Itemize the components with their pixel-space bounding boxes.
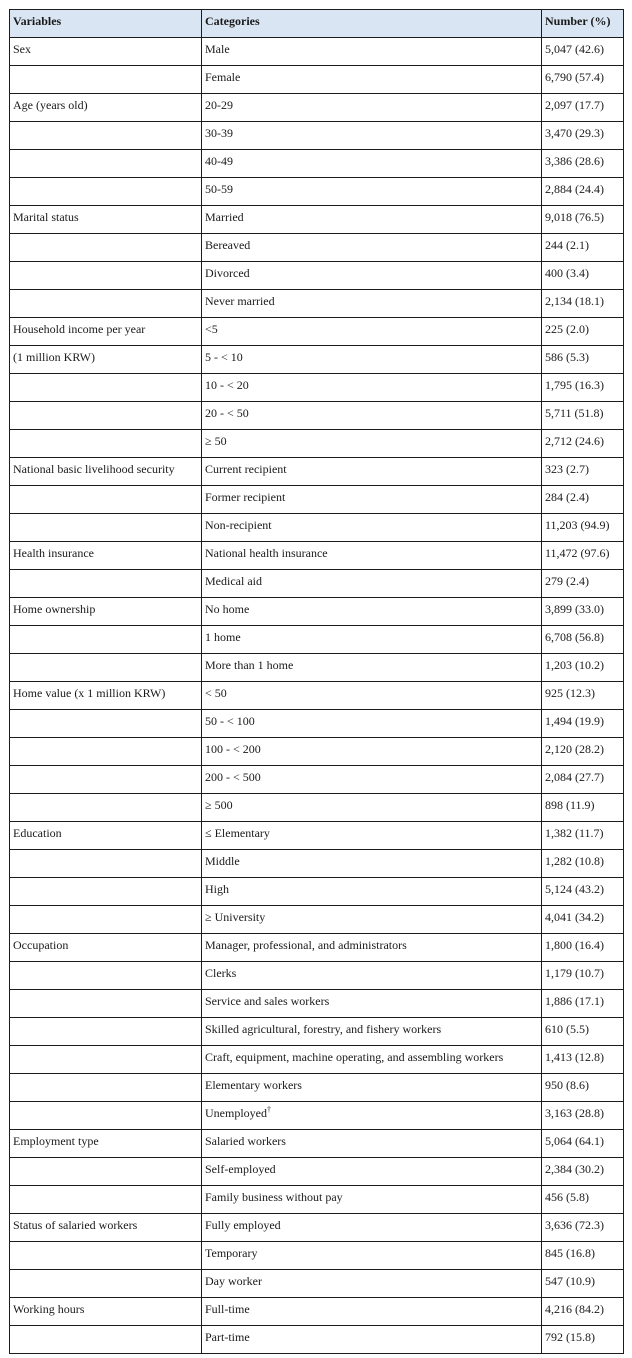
cell-number: 284 (2.4) [542,486,624,514]
table-row [10,1046,624,1074]
cell-variable [10,374,202,402]
cell-number: 2,384 (30.2) [542,1158,624,1186]
cell-variable [10,66,202,94]
category-label: Temporary [205,1246,258,1260]
table-body [10,38,624,1354]
cell-number: 279 (2.4) [542,570,624,598]
table-row [10,626,624,654]
cell-number: 3,386 (28.6) [542,150,624,178]
table-row [10,822,624,850]
cell-category [202,598,542,626]
cell-number: 5,047 (42.6) [542,38,624,66]
table-row [10,1298,624,1326]
cell-number: 610 (5.5) [542,1018,624,1046]
cell-number: 1,886 (17.1) [542,990,624,1018]
cell-category [202,122,542,150]
table-row [10,94,624,122]
table-row [10,962,624,990]
table-row [10,150,624,178]
category-label: Never married [205,294,275,308]
table-row [10,738,624,766]
cell-number: 3,163 (28.8) [542,1102,624,1130]
cell-number: 925 (12.3) [542,682,624,710]
cell-category [202,66,542,94]
table-row [10,934,624,962]
cell-category [202,962,542,990]
category-label: 50 - < 100 [205,714,255,728]
table-row [10,38,624,66]
cell-variable [10,1074,202,1102]
category-label: Skilled agricultural, forestry, and fishery workers [205,1022,442,1036]
cell-number: 4,041 (34.2) [542,906,624,934]
cell-category [202,458,542,486]
cell-category [202,822,542,850]
cell-variable: (1 million KRW) [10,346,202,374]
cell-number: 1,179 (10.7) [542,962,624,990]
table-row [10,1326,624,1354]
cell-number: 1,494 (19.9) [542,710,624,738]
cell-variable [10,654,202,682]
category-label: ≤ Elementary [205,826,270,840]
table-row [10,570,624,598]
table-row [10,1018,624,1046]
table-row [10,514,624,542]
cell-variable [10,570,202,598]
cell-variable: Marital status [10,206,202,234]
table-row [10,766,624,794]
cell-number: 244 (2.1) [542,234,624,262]
cell-number: 5,711 (51.8) [542,402,624,430]
cell-category [202,1130,542,1158]
table-row [10,906,624,934]
table-row [10,710,624,738]
category-label: 20 - < 50 [205,406,249,420]
cell-variable [10,1018,202,1046]
category-label: 10 - < 20 [205,378,249,392]
table-row [10,206,624,234]
cell-category [202,94,542,122]
cell-variable: Sex [10,38,202,66]
cell-number: 2,134 (18.1) [542,290,624,318]
cell-variable [10,1326,202,1354]
table-row [10,990,624,1018]
cell-category [202,1074,542,1102]
category-label: Middle [205,854,240,868]
table-row [10,290,624,318]
cell-variable [10,402,202,430]
table-row [10,178,624,206]
cell-variable: Health insurance [10,542,202,570]
category-label: Salaried workers [205,1134,286,1148]
table-row [10,402,624,430]
cell-variable: Home ownership [10,598,202,626]
cell-category [202,374,542,402]
cell-number: 898 (11.9) [542,794,624,822]
category-label: Service and sales workers [205,994,330,1008]
cell-variable [10,150,202,178]
cell-number: 4,216 (84.2) [542,1298,624,1326]
cell-category [202,430,542,458]
cell-number: 792 (15.8) [542,1326,624,1354]
category-label: Married [205,210,244,224]
category-label: Clerks [205,966,237,980]
category-label: No home [205,602,250,616]
cell-variable: Status of salaried workers [10,1214,202,1242]
cell-category [202,346,542,374]
table-row [10,542,624,570]
cell-number: 225 (2.0) [542,318,624,346]
cell-category [202,1270,542,1298]
category-label: Non-recipient [205,518,272,532]
category-label: 40-49 [205,154,233,168]
cell-number: 547 (10.9) [542,1270,624,1298]
cell-category [202,318,542,346]
category-label: More than 1 home [205,658,294,672]
cell-number: 1,203 (10.2) [542,654,624,682]
table-row [10,1130,624,1158]
cell-variable [10,1158,202,1186]
cell-variable [10,1242,202,1270]
table-row [10,430,624,458]
cell-number: 586 (5.3) [542,346,624,374]
cell-number: 845 (16.8) [542,1242,624,1270]
cell-variable [10,990,202,1018]
category-label: < 50 [205,686,227,700]
cell-category [202,262,542,290]
cell-number: 9,018 (76.5) [542,206,624,234]
category-label: 200 - < 500 [205,770,261,784]
cell-category [202,682,542,710]
category-label: Female [205,70,241,84]
table-row [10,598,624,626]
cell-category [202,1018,542,1046]
cell-variable: Household income per year [10,318,202,346]
category-label: 50-59 [205,182,233,196]
category-label: Manager, professional, and administrators [205,938,407,952]
category-label: Part-time [205,1330,250,1344]
category-label: Family business without pay [205,1190,343,1204]
table-row [10,794,624,822]
cell-number: 5,124 (43.2) [542,878,624,906]
cell-category [202,1214,542,1242]
table-row [10,262,624,290]
cell-category [202,794,542,822]
table-row [10,1074,624,1102]
cell-category [202,878,542,906]
category-label: Self-employed [205,1162,276,1176]
header-row [10,10,624,38]
cell-variable [10,178,202,206]
cell-variable [10,1186,202,1214]
category-label: 20-29 [205,98,233,112]
table-row [10,1270,624,1298]
cell-number: 3,899 (33.0) [542,598,624,626]
category-label: 30-39 [205,126,233,140]
cell-variable: National basic livelihood security [10,458,202,486]
cell-number: 1,413 (12.8) [542,1046,624,1074]
cell-category [202,906,542,934]
category-label: 5 - < 10 [205,350,243,364]
cell-variable [10,122,202,150]
category-label: National health insurance [205,546,328,560]
cell-category [202,626,542,654]
cell-variable: Working hours [10,1298,202,1326]
cell-variable: Education [10,822,202,850]
cell-category [202,178,542,206]
cell-variable [10,906,202,934]
cell-variable [10,262,202,290]
cell-category [202,1298,542,1326]
table-row [10,122,624,150]
cell-number: 323 (2.7) [542,458,624,486]
table-row [10,1242,624,1270]
header-categories: Categories [202,10,542,38]
cell-variable [10,1046,202,1074]
cell-number: 1,382 (11.7) [542,822,624,850]
table-row [10,318,624,346]
category-label: Divorced [205,266,250,280]
cell-category [202,514,542,542]
cell-number: 1,795 (16.3) [542,374,624,402]
category-label: Full-time [205,1302,250,1316]
cell-variable [10,514,202,542]
cell-number: 2,097 (17.7) [542,94,624,122]
cell-category [202,710,542,738]
table-row [10,850,624,878]
table-row [10,1214,624,1242]
cell-number: 400 (3.4) [542,262,624,290]
cell-category [202,850,542,878]
cell-variable [10,486,202,514]
cell-category [202,290,542,318]
table-row [10,234,624,262]
cell-number: 3,636 (72.3) [542,1214,624,1242]
cell-variable [10,710,202,738]
cell-number: 11,203 (94.9) [542,514,624,542]
cell-category [202,402,542,430]
cell-category [202,738,542,766]
table-row [10,66,624,94]
cell-category [202,542,542,570]
category-label: Former recipient [205,490,286,504]
cell-category [202,570,542,598]
cell-number: 1,800 (16.4) [542,934,624,962]
cell-variable: Home value (x 1 million KRW) [10,682,202,710]
cell-category [202,1326,542,1354]
cell-variable [10,738,202,766]
table-row [10,346,624,374]
cell-number: 11,472 (97.6) [542,542,624,570]
category-label: Bereaved [205,238,251,252]
category-label: Unemployed [205,1106,267,1120]
category-label: Fully employed [205,1218,281,1232]
cell-category [202,1102,542,1130]
cell-variable [10,234,202,262]
cell-variable [10,430,202,458]
cell-category [202,206,542,234]
cell-category [202,934,542,962]
cell-number: 2,884 (24.4) [542,178,624,206]
category-label: Medical aid [205,574,262,588]
cell-number: 1,282 (10.8) [542,850,624,878]
cell-number: 6,790 (57.4) [542,66,624,94]
cell-category [202,990,542,1018]
cell-number: 6,708 (56.8) [542,626,624,654]
table-row [10,682,624,710]
cell-variable [10,794,202,822]
category-label: 100 - < 200 [205,742,261,756]
cell-variable: Employment type [10,1130,202,1158]
cell-category [202,234,542,262]
table-row [10,486,624,514]
category-label: ≥ 50 [205,434,227,448]
cell-variable: Occupation [10,934,202,962]
cell-variable: Age (years old) [10,94,202,122]
cell-variable [10,850,202,878]
cell-variable [10,1270,202,1298]
cell-variable [10,878,202,906]
cell-number: 950 (8.6) [542,1074,624,1102]
category-label: 1 home [205,630,241,644]
cell-category [202,150,542,178]
cell-variable [10,766,202,794]
cell-number: 2,084 (27.7) [542,766,624,794]
cell-category [202,1242,542,1270]
table-row [10,878,624,906]
category-label: Male [205,42,230,56]
cell-category [202,1186,542,1214]
cell-number: 5,064 (64.1) [542,1130,624,1158]
cell-number: 456 (5.8) [542,1186,624,1214]
cell-category [202,38,542,66]
category-label: High [205,882,229,896]
table-row [10,374,624,402]
header-variables: Variables [10,10,202,38]
cell-number: 2,120 (28.2) [542,738,624,766]
footnote-marker: † [267,1105,271,1114]
cell-number: 3,470 (29.3) [542,122,624,150]
table-row [10,1158,624,1186]
category-label: Day worker [205,1274,262,1288]
table-row [10,654,624,682]
cell-category [202,1158,542,1186]
data-table [9,9,624,1354]
cell-number: 2,712 (24.6) [542,430,624,458]
category-label: ≥ 500 [205,798,233,812]
category-label: Craft, equipment, machine operating, and assembling workers [205,1050,504,1064]
category-label: Elementary workers [205,1078,302,1092]
cell-category [202,766,542,794]
cell-variable [10,962,202,990]
cell-category [202,1046,542,1074]
cell-variable [10,1102,202,1130]
cell-category [202,486,542,514]
cell-variable [10,290,202,318]
table-row [10,1186,624,1214]
category-label: <5 [205,322,218,336]
cell-variable [10,626,202,654]
table-row [10,1102,624,1130]
category-label: Current recipient [205,462,287,476]
cell-category [202,654,542,682]
table-container [9,9,623,1354]
header-number: Number (%) [542,10,624,38]
table-row [10,458,624,486]
category-label: ≥ University [205,910,266,924]
